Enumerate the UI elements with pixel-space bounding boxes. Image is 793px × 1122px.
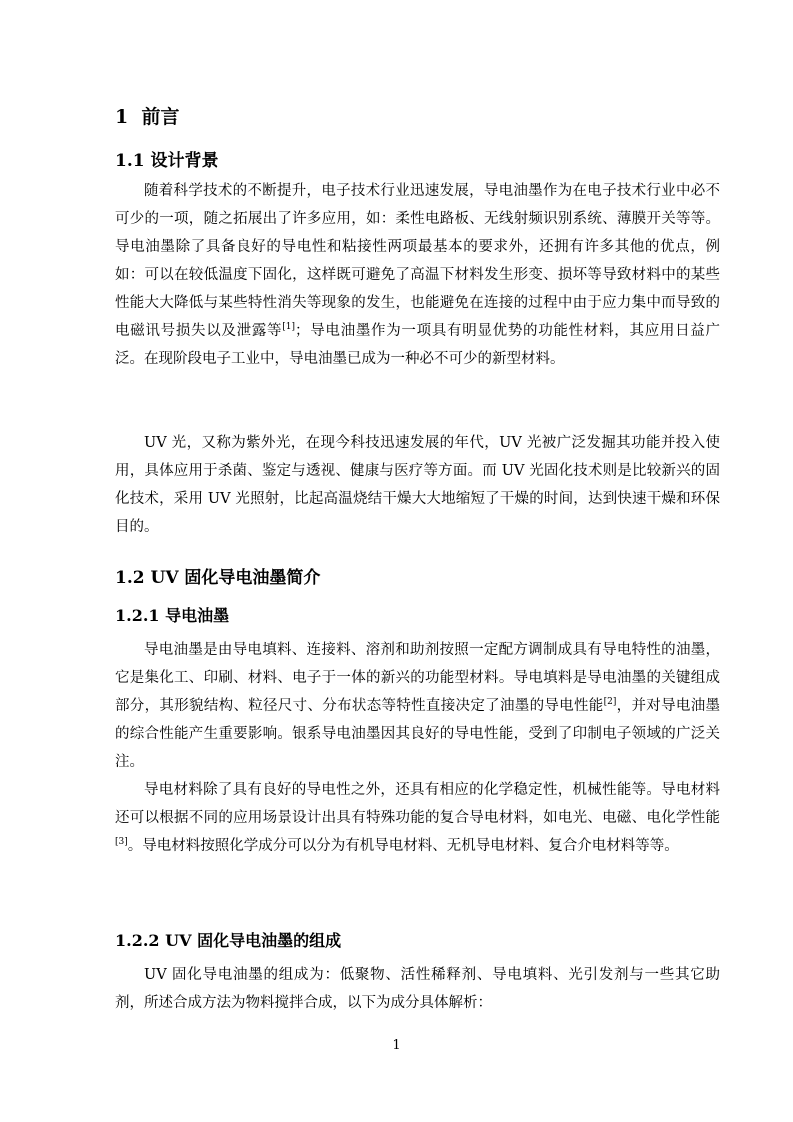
citation-ref-2: [2]: [603, 697, 617, 708]
heading-section-1-2-2: [115, 928, 341, 951]
page-number: 1: [392, 1038, 401, 1053]
paragraph-uv-ink-composition: UV 固化导电油墨的组成为：低聚物、活性稀释剂、导电填料、光引发剂与一些其它助剂，所述合成方法为物料搅拌合成，以下为成分具体解析：: [115, 967, 720, 1011]
paragraph-text: 导电材料除了具有良好的导电性之外，还具有相应的化学稳定性，机械性能等。导电材料还可以根据不同的应用场景设计出具有特殊功能的复合导电材料，如电光、电磁、电化学性能: [115, 782, 720, 826]
heading-number: 1.2: [115, 568, 145, 588]
citation-ref-1: [1]: [282, 322, 295, 333]
heading-title: 前言: [141, 106, 180, 128]
heading-title: UV 固化导电油墨简介: [150, 568, 321, 588]
heading-section-1-2-1: [115, 603, 229, 626]
heading-title: 设计背景: [150, 151, 219, 171]
paragraph-conductive-ink: [115, 636, 720, 776]
paragraph-text: ，并对导电油墨的综合性能产生重要影响。银系导电油墨因其良好的导电性能，受到了印制电子领域的广泛关注。: [115, 698, 721, 770]
heading-section-1-2: [115, 563, 320, 588]
paragraph-text: 随着科学技术的不断提升，电子技术行业迅速发展，导电油墨作为在电子技术行业中必不可少的一项，随之拓展出了许多应用，如：柔性电路板、无线射频识别系统、薄膜开关等等。导电油墨除了具备良好的导电性和粘接性两项最基本的要求外，还拥有许多其他的优点，例如：可以在较低温度下固化，这样既可避免了高温下材料发生形变、损坏等导致材料中的某些性能大大降低与某些特性消失等现象的发生，也能避免在连接的过程中由于应力集中而导致的电磁讯号损失以及泄露等: [115, 183, 720, 339]
citation-ref-3: [3]: [115, 837, 128, 848]
heading-title: UV 固化导电油墨的组成: [165, 931, 342, 950]
heading-number: 1.2.2: [115, 931, 160, 950]
heading-number: 1.2.1: [115, 606, 160, 625]
paragraph-text: ；导电油墨作为一项具有明显优势的功能性材料，其应用日益广泛。在现阶段电子工业中，导电油墨已成为一种必不可少的新型材料。: [115, 323, 721, 367]
paragraph-design-background: [115, 177, 720, 373]
heading-number: 1: [115, 106, 129, 128]
heading-number: 1.1: [115, 151, 145, 171]
heading-title: 导电油墨: [165, 606, 230, 625]
heading-section-1-1: [115, 146, 219, 171]
heading-section-1: [115, 102, 179, 129]
paragraph-uv-light: UV 光，又称为紫外光，在现今科技迅速发展的年代，UV 光被广泛发掘其功能并投入使用，具体应用于杀菌、鉴定与透视、健康与医疗等方面。而 UV 光固化技术则是比较新兴的固化技术，采用 UV 光照射，比起高温烧结干燥大大地缩短了干燥的时间，达到快速干燥和环保目的。: [115, 435, 720, 535]
paragraph-text: 导电油墨是由导电填料、连接料、溶剂和助剂按照一定配方调制成具有导电特性的油墨，它是集化工、印刷、材料、电子于一体的新兴的功能型材料。导电填料是导电油墨的关键组成部分，其形貌结构、粒径尺寸、分布状态等特性直接决定了油墨的导电性能: [115, 642, 720, 714]
paragraph-conductive-material: [115, 776, 720, 860]
paragraph-text: 。导电材料按照化学成分可以分为有机导电材料、无机导电材料、复合介电材料等等。: [127, 838, 679, 854]
